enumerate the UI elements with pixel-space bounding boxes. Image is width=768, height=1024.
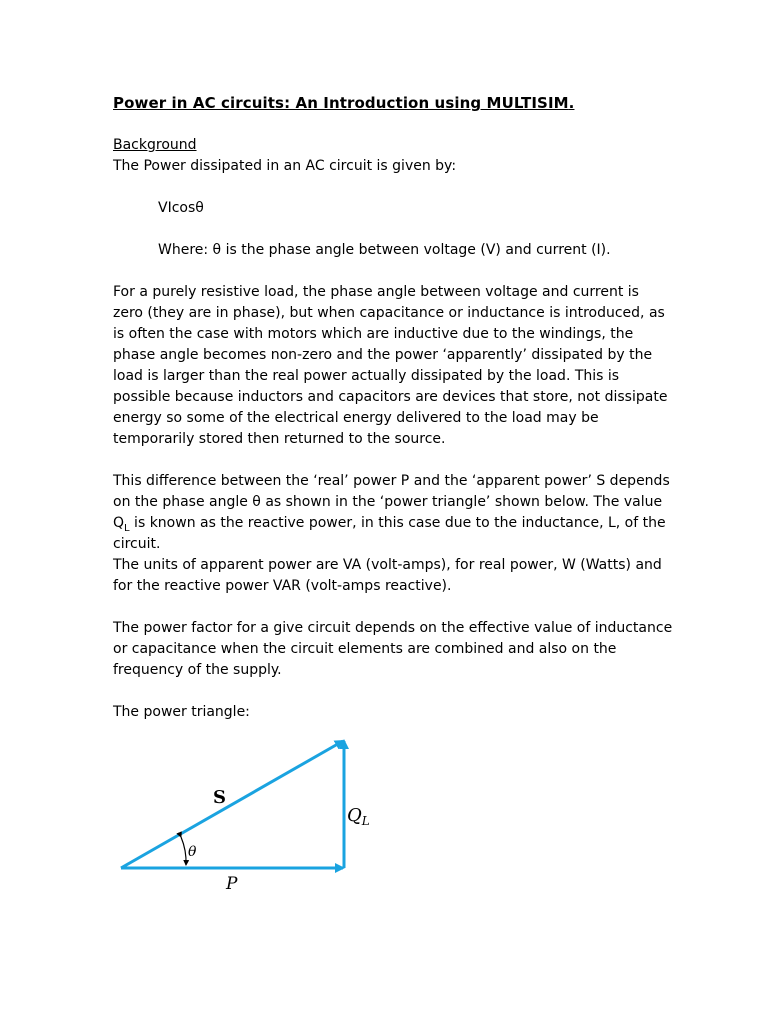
label-q [347,805,370,828]
where-line: Where: θ is the phase angle between voltage (V) and current (I). [158,242,611,258]
document-page [113,92,673,723]
title-period: . [568,94,575,112]
label-q-sub: L [361,814,370,828]
document-title [113,92,673,114]
label-s: S [213,787,226,808]
label-theta: θ [188,844,197,860]
intro-line: The Power dissipated in an AC circuit is given by: [113,158,457,174]
power-formula: VIcosθ [158,200,204,216]
paragraph-difference-text-1: This difference between the ‘real’ power P and the ‘apparent power’ S depends on the phase angle θ as shown in the ‘power triangle’ shown below. The value Q [113,473,670,531]
subscript-l: L [124,522,130,534]
label-q-text: Q [347,805,362,826]
paragraph-units: The units of apparent power are VA (volt-amps), for real power, W (Watts) and for the reactive power VAR (volt-amps reactive). [113,557,662,594]
paragraph-resistive-load: For a purely resistive load, the phase angle between voltage and current is zero (they are in phase), but when capacitance or inductance is introduced, as is often the case with motors which are inductive due to the windings, the phase angle becomes non-zero and the power ‘apparently’ dissipated by the load is larger than the real power actually dissipated by the load. This is possible because inductors and capacitors are devices that store, not dissipate energy so some of the electrical energy delivered to the load may be temporarily stored then returned to the source. [113,284,668,447]
section-heading-background: Background [113,137,197,153]
power-triangle-svg [113,735,393,900]
paragraph-difference-text-2: is known as the reactive power, in this case due to the inductance, L, of the circuit. [113,515,666,552]
paragraph-power-factor: The power factor for a give circuit depends on the effective value of inductance or capacitance when the circuit elements are combined and also on the frequency of the supply. [113,620,673,678]
paragraph-real-vs-apparent [113,471,673,555]
apparent-power-line [121,741,343,868]
title-text: Power in AC circuits: An Introduction using MULTISIM [113,94,569,112]
triangle-caption: The power triangle: [113,704,250,720]
label-p: P [226,874,238,894]
theta-angle-arc [181,837,186,865]
power-triangle-diagram [113,735,393,900]
